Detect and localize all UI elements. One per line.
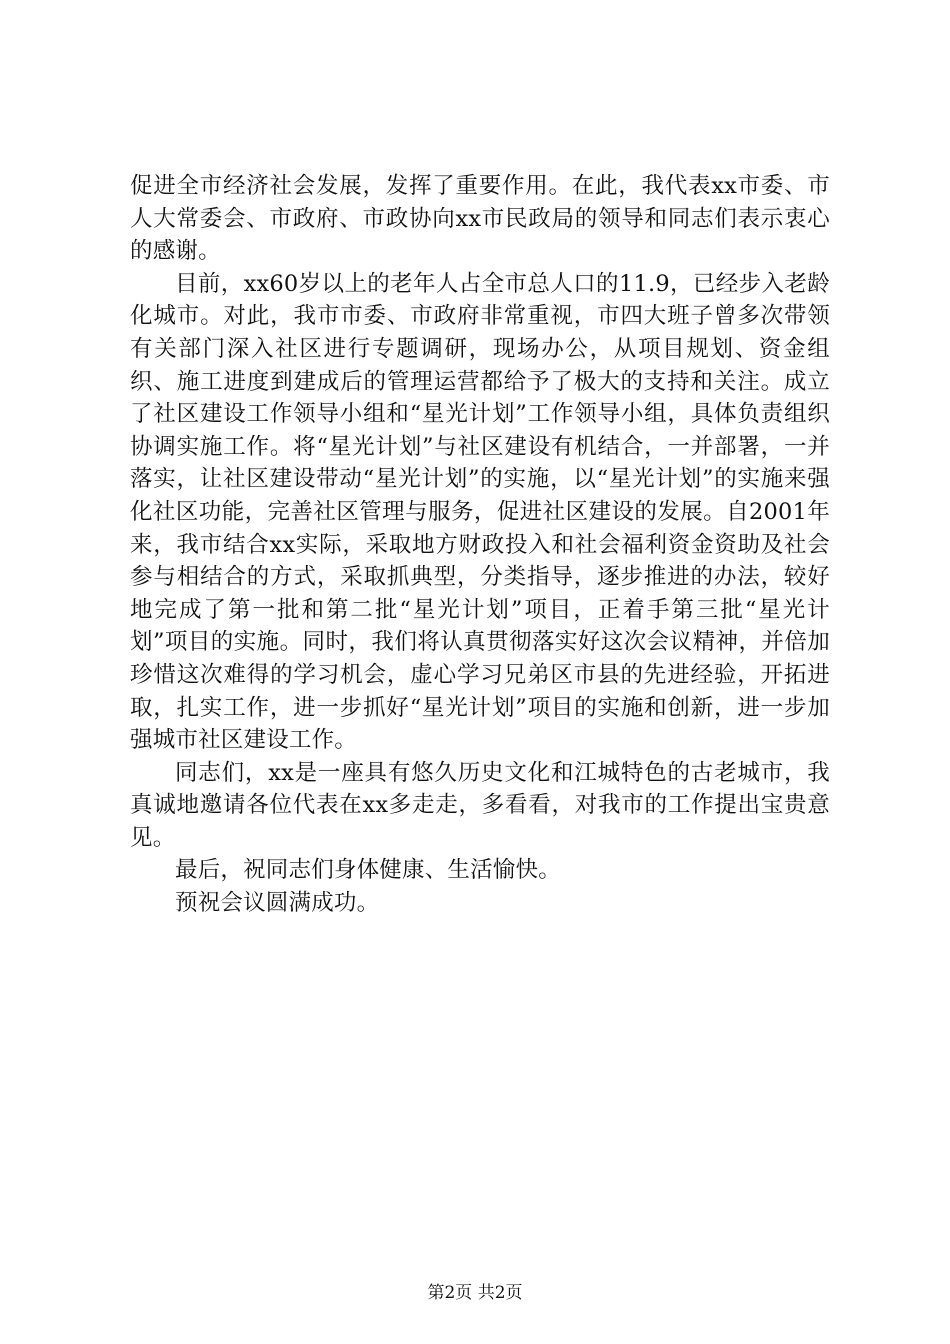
paragraph-wishes: 最后，祝同志们身体健康、生活愉快。 — [175, 857, 561, 884]
paragraph-aging-city: 目前，xx60岁以上的老年人占全市总人口的11.9，已经步入老龄化城市。对此，我市市委、市政府非常重视，市四大班子曾多次带领有关部门深入社区进行专题调研，现场办公，从项目规划、资金组织、施工进度到建成后的管理运营都给予了极大的支持和关注。成立了社区建设工作领导小组和“星光计划”工作领导小组，具体负责组织协调实施工作。将“星光计划”与社区建设有机结合，一并部署，一并落实，让社区建设带动“星光计划”的实施，以“星光计划”的实施来强化社区功能，完善社区管理与服务，促进社区建设的发展。自2001年来，我市结合xx实际，采取地方财政投入和社会福利资金资助及社会参与相结合的方式，采取抓典型，分类指导，逐步推进的办法，较好地完成了第一批和第二批“星光计划”项目，正着手第三批“星光计划”项目的实施。同时，我们将认真贯彻落实好这次会议精神，并倍加珍惜这次难得的学习机会，虚心学习兄弟区市县的先进经验，开拓进取，扎实工作，进一步抓好“星光计划”项目的实施和创新，进一步加强城市社区建设工作。 — [130, 270, 830, 754]
document-body — [130, 170, 830, 920]
paragraph-invitation: 同志们，xx是一座具有悠久历史文化和江城特色的古老城市，我真诚地邀请各位代表在xx多走走，多看看，对我市的工作提出宝贵意见。 — [130, 759, 830, 851]
paragraph-continued: 促进全市经济社会发展，发挥了重要作用。在此，我代表xx市委、市人大常委会、市政府、市政协向xx市民政局的领导和同志们表示衷心的感谢。 — [130, 173, 830, 265]
page-footer: 第2页 共2页 — [427, 1283, 523, 1303]
paragraph-closing: 预祝会议圆满成功。 — [175, 890, 380, 917]
